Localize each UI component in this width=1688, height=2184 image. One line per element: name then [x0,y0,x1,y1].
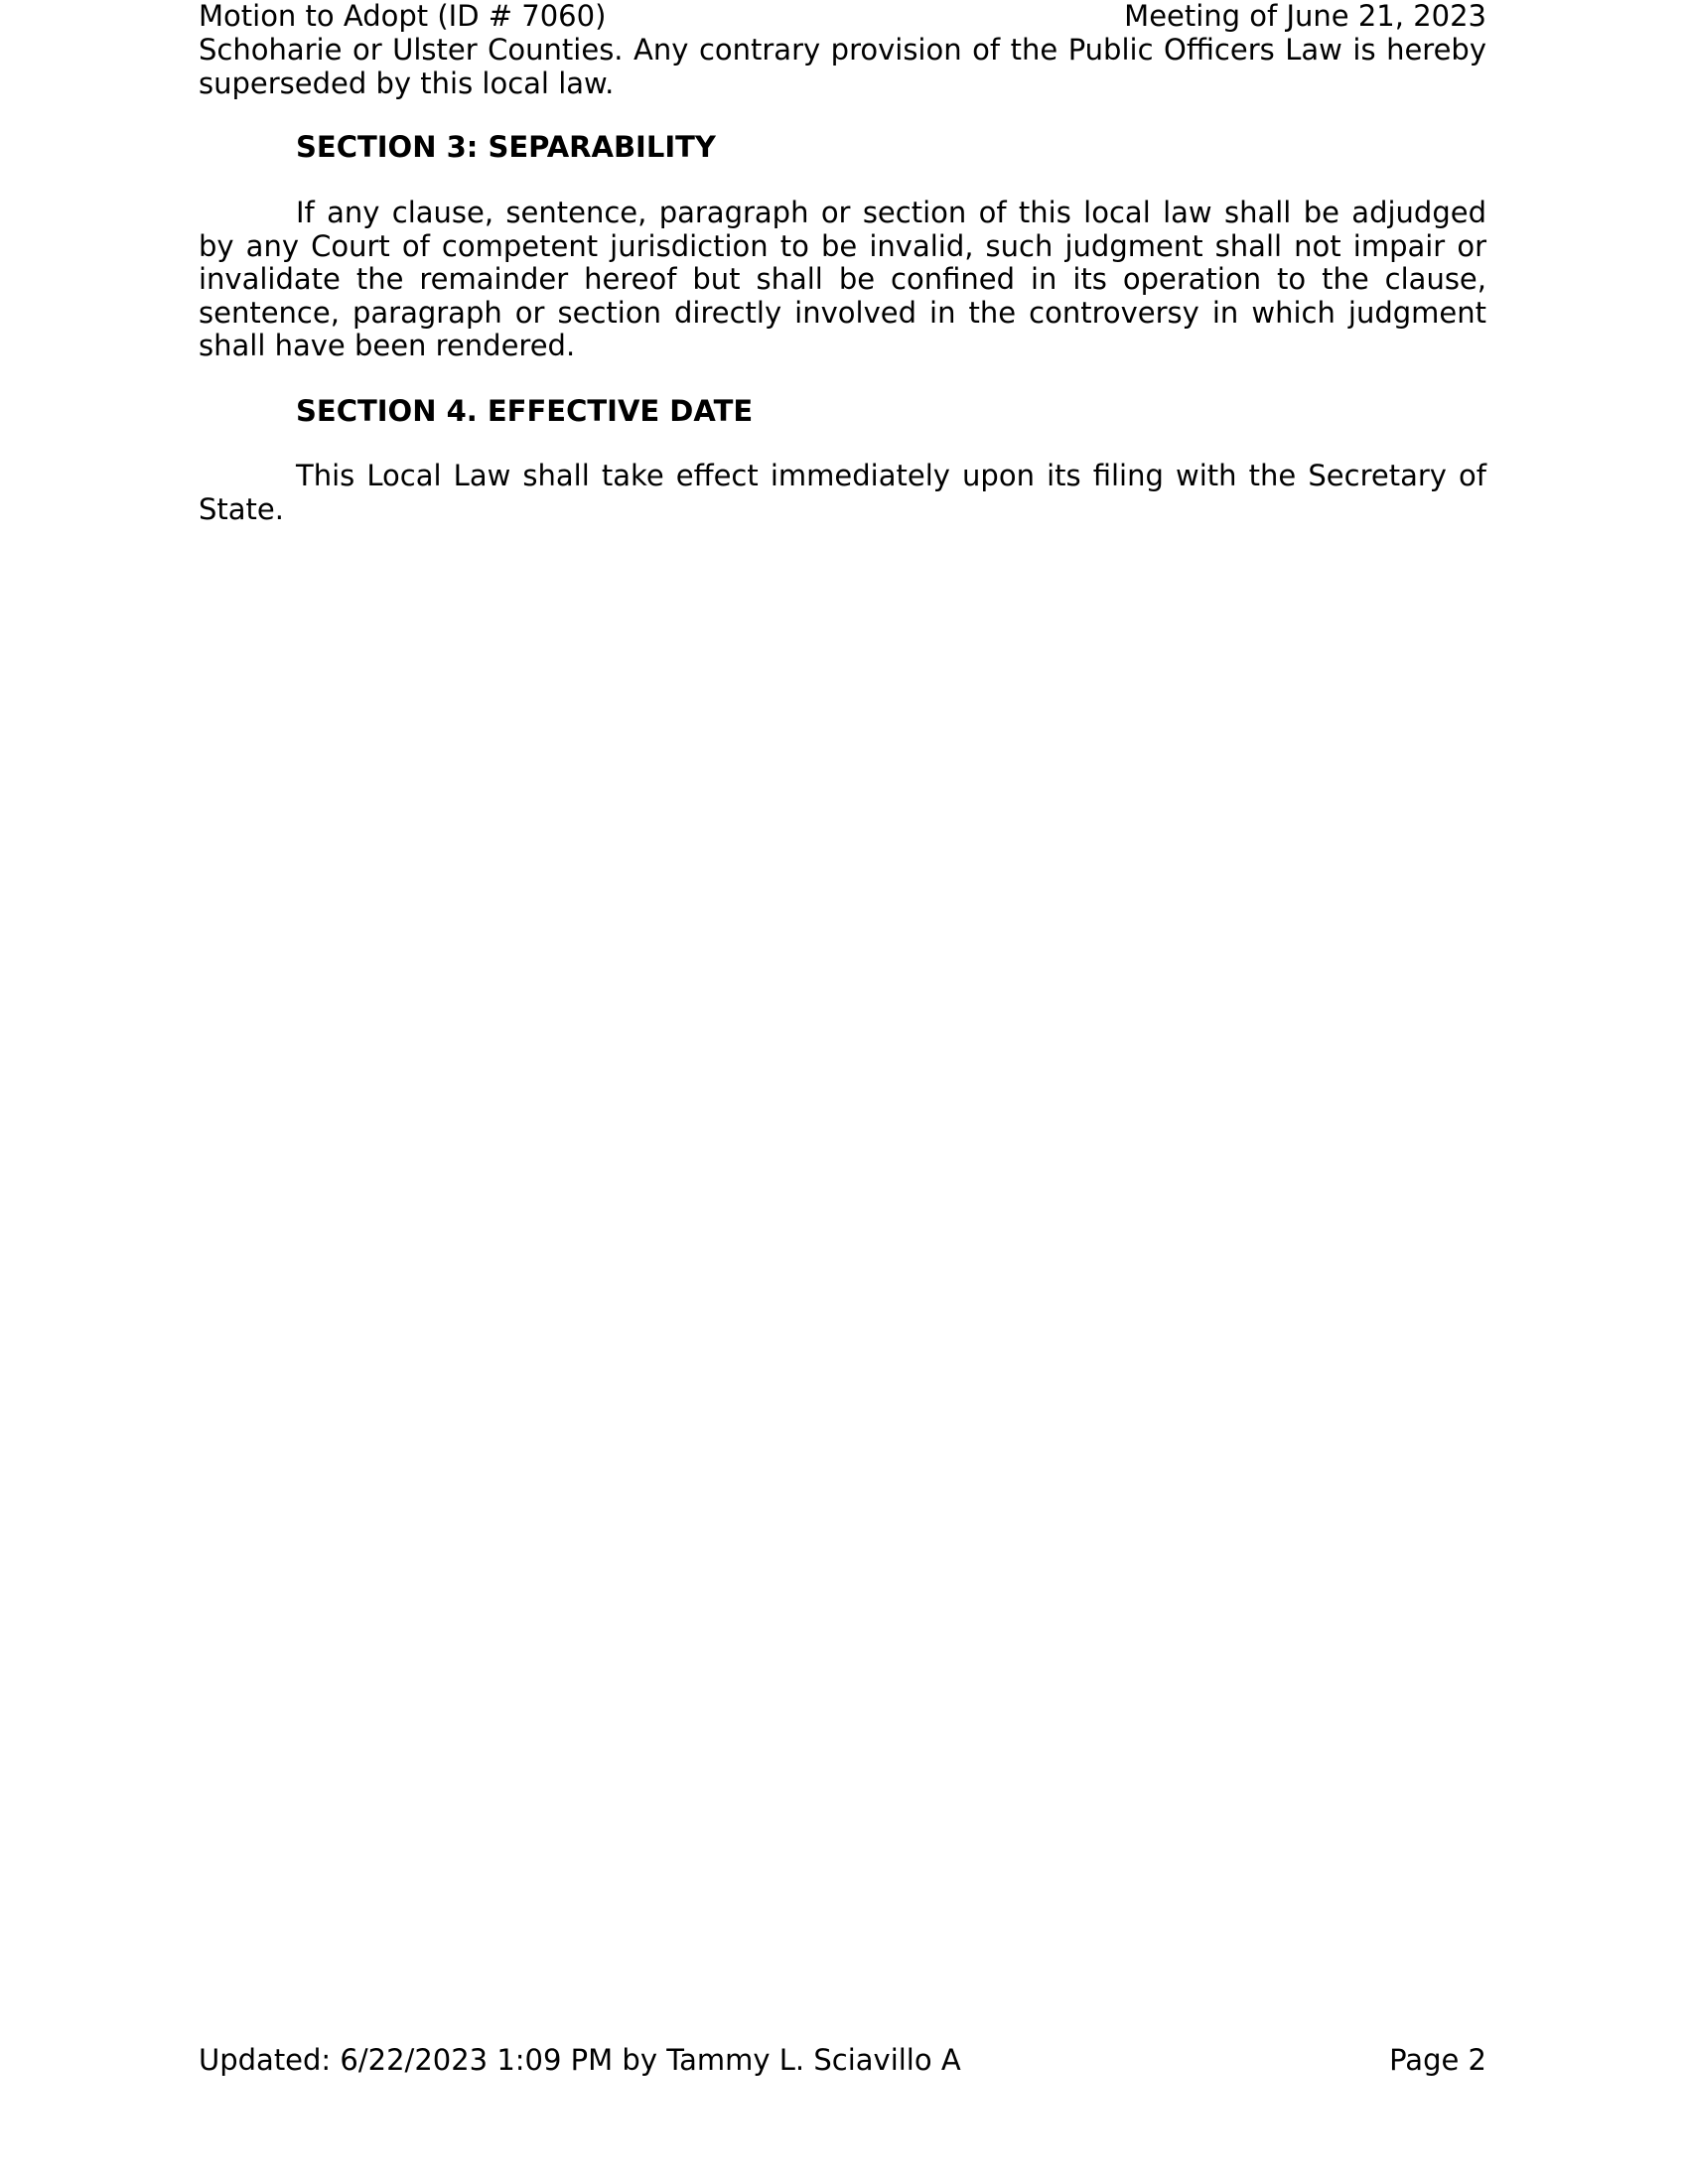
page-footer [199,2044,1486,2078]
footer-updated-info: Updated: 6/22/2023 1:09 PM by Tammy L. Sciavillo A [199,2043,961,2077]
continuation-paragraph-text: Schoharie or Ulster Counties. Any contrary provision of the Public Officers Law is hereby superseded by this local law. [199,33,1486,100]
section-4-body-text: This Local Law shall take effect immediately upon its filing with the Secretary of State. [199,459,1486,526]
section-3-heading: SECTION 3: SEPARABILITY [296,130,716,164]
header-meeting-date: Meeting of June 21, 2023 [1124,0,1486,33]
header-motion-id: Motion to Adopt (ID # 7060) [199,0,607,33]
footer-page-number: Page 2 [1389,2043,1486,2077]
section-4-body [199,460,1486,526]
page-header [199,0,1486,34]
section-3-body [199,197,1486,363]
section-4-heading: SECTION 4. EFFECTIVE DATE [296,394,754,428]
section-3-body-text: If any clause, sentence, paragraph or section of this local law shall be adjudged by any Court of competent jurisdiction to be invalid, such judgment shall not impair or invalidate the remainder hereof but shall be confined in its operation to the clause, sentence, paragraph or section directly involved in the controversy in which judgment shall have been rendered. [199,196,1486,362]
continuation-paragraph [199,34,1486,100]
